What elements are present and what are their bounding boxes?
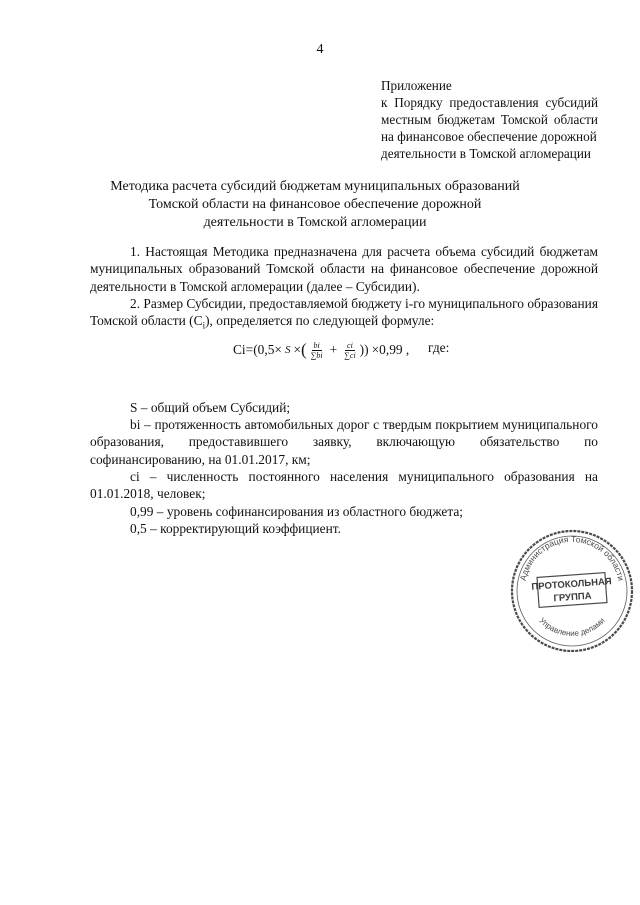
- formula-plus: +: [329, 342, 338, 357]
- definition-text: ci – численность постоянного населения муниципального образования на 01.01.2018, человек;: [90, 469, 598, 502]
- appendix-line: Приложение: [381, 78, 452, 93]
- definition-099: [90, 503, 598, 520]
- definition-ci: [90, 468, 598, 503]
- definition-text: 0,5 – корректирующий коэффициент.: [130, 521, 341, 536]
- paragraph-1-text: 1. Настоящая Методика предназначена для расчета объема субсидий бюджетам муниципальных образований Томской области на финансовое обеспечение дорожной деятельности в Томской агломерации (далее – Субсидии).: [90, 244, 598, 294]
- title-line: деятельности в Томской агломерации: [203, 215, 427, 230]
- formula-lhs: Ci=(0,5×: [233, 342, 282, 357]
- stamp-bottom-text: Управление делами: [537, 616, 607, 638]
- subsidy-formula: [233, 340, 409, 360]
- fraction-numerator: bi: [313, 340, 320, 350]
- definition-text: S – общий объем Субсидий;: [130, 400, 291, 415]
- page-number: 4: [316, 42, 324, 57]
- formula-where: где:: [428, 340, 450, 355]
- stamp-line-2: ГРУППА: [553, 590, 592, 605]
- formula-s: S: [284, 344, 291, 356]
- appendix-header: [381, 77, 598, 162]
- document-title: [100, 178, 530, 232]
- official-stamp: [508, 527, 636, 655]
- definition-text: bi – протяженность автомобильных дорог с твердым покрытием муниципального образования, предоставившего заявку, включающую обязательство по софинансированию, на 01.01.2017, км;: [90, 417, 598, 467]
- paragraph-2: [90, 295, 598, 335]
- fraction-denominator: ∑ci: [344, 350, 356, 360]
- title-line: Методика расчета субсидий бюджетам муниципальных образований: [110, 179, 520, 194]
- formula-fraction-c: [342, 341, 357, 360]
- formula-close-paren: )): [359, 342, 369, 357]
- formula-rhs: ×0,99 ,: [371, 342, 410, 357]
- stamp-line-1: ПРОТОКОЛЬНАЯ: [531, 576, 613, 593]
- fraction-denominator: ∑bi: [310, 350, 323, 360]
- appendix-line: к Порядку предоставления субсидий: [381, 95, 598, 110]
- appendix-line: на финансовое обеспечение дорожной: [381, 129, 597, 144]
- appendix-line: деятельности в Томской агломерации: [381, 146, 591, 161]
- appendix-line: местным бюджетам Томской области: [381, 112, 598, 127]
- paragraph-1: [90, 243, 598, 295]
- title-line: Томской области на финансовое обеспечение дорожной: [148, 197, 482, 212]
- paragraph-2-subscript: i: [202, 320, 206, 331]
- stamp-outer-text: Администрация Томской области: [517, 533, 627, 582]
- definition-s: [90, 399, 598, 416]
- definition-bi: [90, 416, 598, 468]
- definition-text: 0,99 – уровень софинансирования из областного бюджета;: [130, 504, 464, 519]
- paragraph-2-text-end: ), определяется по следующей формуле:: [205, 313, 435, 329]
- formula-fraction-b: [309, 341, 325, 360]
- formula-times: ×: [293, 342, 302, 357]
- fraction-numerator: ci: [347, 340, 353, 350]
- formula-open-paren: (: [301, 340, 307, 359]
- paragraph-2-text: 2. Размер Субсидии, предоставляемой бюджету i-го муниципального образования Томской области (C: [90, 296, 598, 329]
